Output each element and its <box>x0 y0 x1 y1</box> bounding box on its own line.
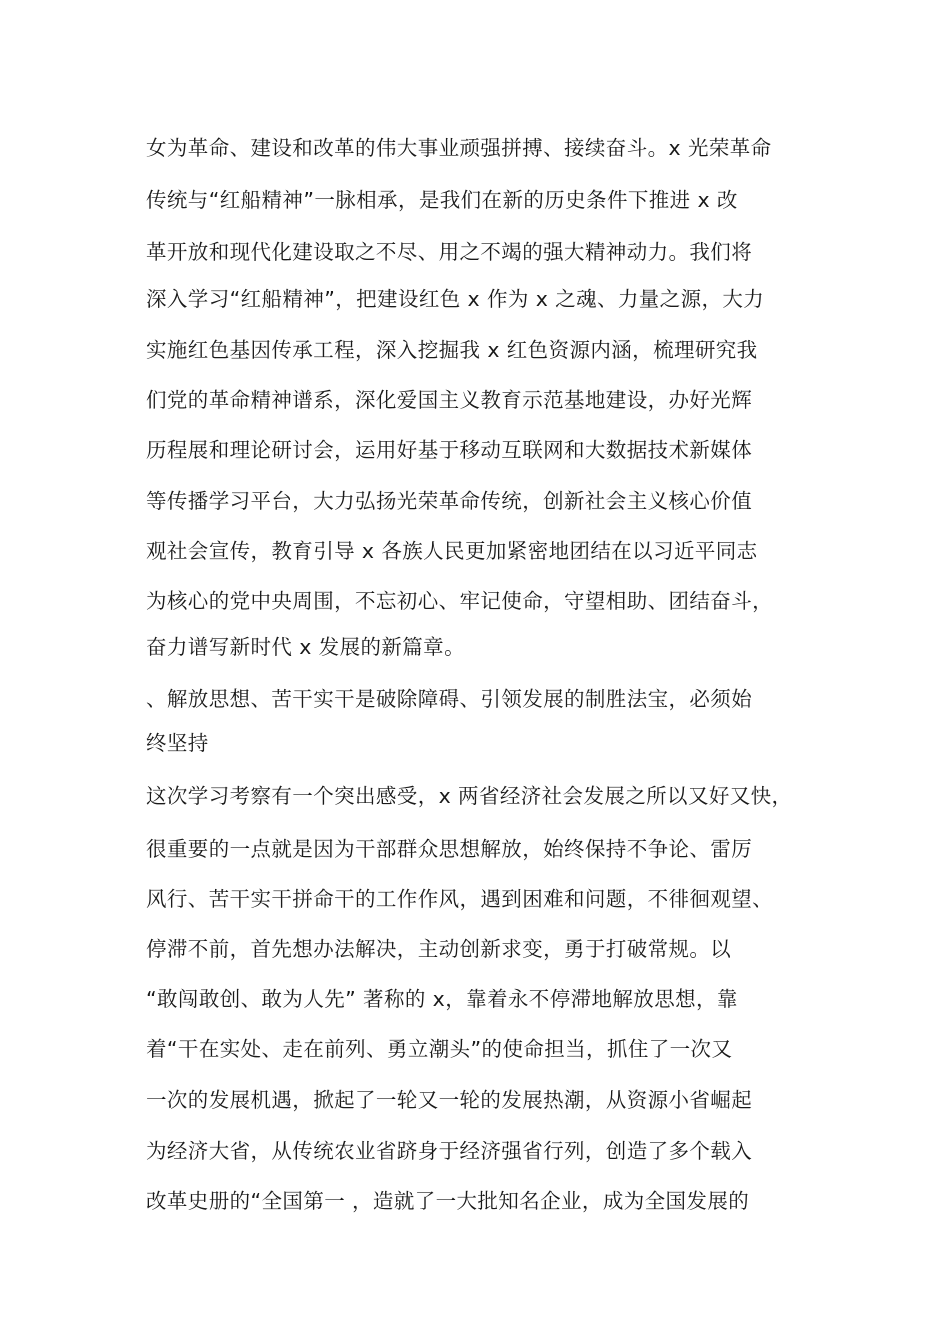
section-heading-line: 、解放思想、苦干实干是破除障碍、引领发展的制胜法宝，必须始 <box>146 687 753 711</box>
text-line: 着“干在实处、走在前列、勇立潮头”的使命担当，抓住了一次又 <box>146 1037 733 1061</box>
text-line: 们党的革命精神谱系，深化爱国主义教育示范基地建设，办好光辉 <box>146 388 753 412</box>
text-line: 等传播学习平台，大力弘扬光荣革命传统，创新社会主义核心价值 <box>146 489 753 513</box>
text-line: 实施红色基因传承工程，深入挖掘我 x 红色资源内涵，梳理研究我 <box>146 338 758 362</box>
text-line: 为核心的党中央周围，不忘初心、牢记使命，守望相助、团结奋斗， <box>146 589 773 613</box>
text-line: 一次的发展机遇，掀起了一轮又一轮的发展热潮，从资源小省崛起 <box>146 1088 753 1112</box>
text-line: 停滞不前，首先想办法解决，主动创新求变，勇于打破常规。以 <box>146 937 732 961</box>
text-line: 历程展和理论研讨会，运用好基于移动互联网和大数据技术新媒体 <box>146 438 753 462</box>
text-line: 深入学习“红船精神”，把建设红色 x 作为 x 之魂、力量之源，大力 <box>146 287 765 311</box>
text-line: 改革史册的“全国第一 ，造就了一大批知名企业，成为全国发展的 <box>146 1189 750 1213</box>
text-line: 为经济大省，从传统农业省跻身于经济强省行列，创造了多个载入 <box>146 1139 753 1163</box>
text-line: 风行、苦干实干拼命干的工作作风，遇到困难和问题，不徘徊观望、 <box>146 887 773 911</box>
text-line: “敢闯敢创、敢为人先” 著称的 x，靠着永不停滞地解放思想，靠 <box>146 987 738 1011</box>
text-line: 奋力谱写新时代 x 发展的新篇章。 <box>146 635 465 659</box>
text-line: 很重要的一点就是因为干部群众思想解放，始终保持不争论、雷厉 <box>146 837 753 861</box>
section-heading-line: 终坚持 <box>146 731 209 755</box>
text-line: 女为革命、建设和改革的伟大事业顽强拼搏、接续奋斗。x 光荣革命 <box>146 136 772 160</box>
text-line: 观社会宣传，教育引导 x 各族人民更加紧密地团结在以习近平同志 <box>146 539 758 563</box>
text-line: 革开放和现代化建设取之不尽、用之不竭的强大精神动力。我们将 <box>146 240 753 264</box>
text-line: 传统与“红船精神”一脉相承，是我们在新的历史条件下推进 x 改 <box>146 188 738 212</box>
text-line: 这次学习考察有一个突出感受，x 两省经济社会发展之所以又好又快， <box>146 784 793 808</box>
